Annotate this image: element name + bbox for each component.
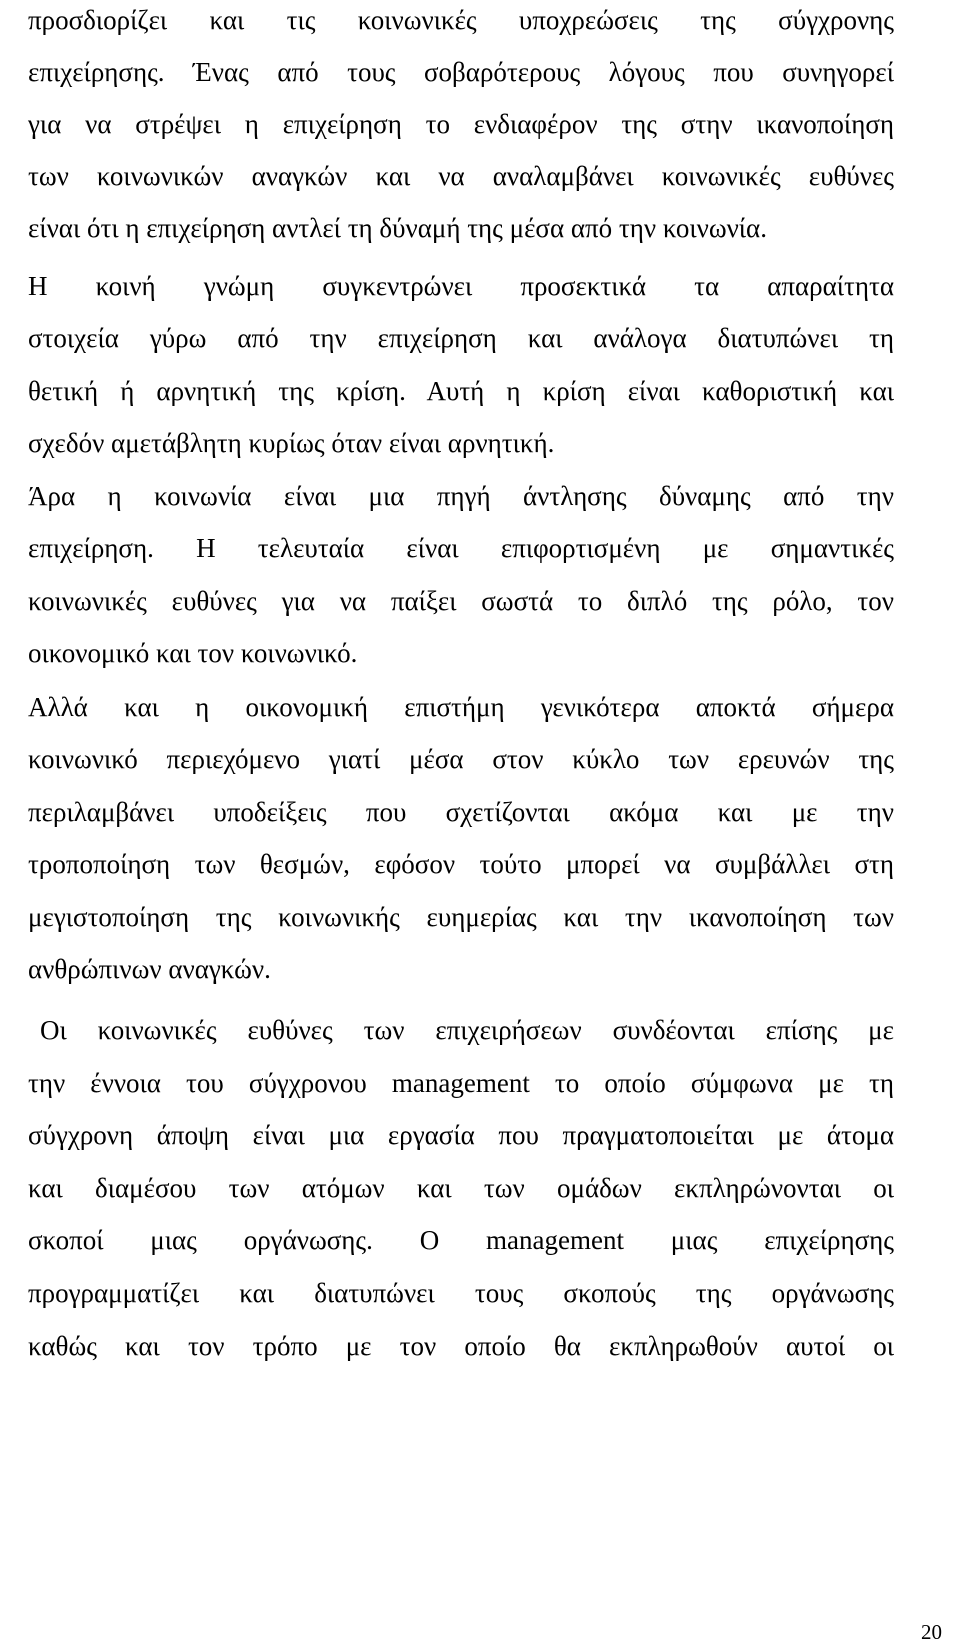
text-line-21: την έννοια του σύγχρονου management το οποίο σύμφωνα με τη	[28, 1068, 894, 1098]
text-line-12: κοινωνικές ευθύνες για να παίξει σωστά το διπλό της ρόλο, τον	[28, 586, 894, 616]
text-line-18: μεγιστοποίηση της κοινωνικής ευημερίας και την ικανοποίηση των	[28, 902, 894, 932]
text-line-17: τροποποίηση των θεσμών, εφόσον τούτο μπορεί να συμβάλλει στη	[28, 849, 894, 879]
text-line-14: Αλλά και η οικονομική επιστήμη γενικότερα αποκτά σήμερα	[28, 692, 894, 722]
text-line-2: επιχείρησης. Ένας από τους σοβαρότερους λόγους που συνηγορεί	[28, 57, 894, 87]
text-line-26: καθώς και τον τρόπο με τον οποίο θα εκπληρωθούν αυτοί οι	[28, 1331, 894, 1361]
text-line-5: είναι ότι η επιχείρηση αντλεί τη δύναμή της μέσα από την κοινωνία.	[28, 213, 767, 243]
text-line-20: Οι κοινωνικές ευθύνες των επιχειρήσεων συνδέονται επίσης με	[40, 1015, 894, 1045]
text-line-25: προγραμματίζει και διατυπώνει τους σκοπούς της οργάνωσης	[28, 1278, 894, 1308]
text-line-13: οικονομικό και τον κοινωνικό.	[28, 638, 358, 668]
text-line-3: για να στρέψει η επιχείρηση το ενδιαφέρον της στην ικανοποίηση	[28, 109, 894, 139]
text-line-11: επιχείρηση. Η τελευταία είναι επιφορτισμένη με σημαντικές	[28, 533, 894, 563]
text-line-10: Άρα η κοινωνία είναι μια πηγή άντλησης δύναμης από την	[28, 481, 894, 511]
text-line-24: σκοποί μιας οργάνωσης. Ο management μιας επιχείρησης	[28, 1225, 894, 1255]
text-line-16: περιλαμβάνει υποδείξεις που σχετίζονται ακόμα και με την	[28, 797, 894, 827]
text-line-22: σύγχρονη άποψη είναι μια εργασία που πραγματοποιείται με άτομα	[28, 1120, 894, 1150]
text-line-23: και διαμέσου των ατόμων και των ομάδων εκπληρώνονται οι	[28, 1173, 894, 1203]
text-line-9: σχεδόν αμετάβλητη κυρίως όταν είναι αρνητική.	[28, 428, 555, 458]
page-number: 20	[921, 1620, 942, 1644]
text-line-7: στοιχεία γύρω από την επιχείρηση και ανάλογα διατυπώνει τη	[28, 323, 894, 353]
text-line-19: ανθρώπινων αναγκών.	[28, 954, 271, 984]
text-line-6: Η κοινή γνώμη συγκεντρώνει προσεκτικά τα απαραίτητα	[28, 271, 894, 301]
text-line-1: προσδιορίζει και τις κοινωνικές υποχρεώσεις της σύγχρονης	[28, 5, 894, 35]
text-line-15: κοινωνικό περιεχόμενο γιατί μέσα στον κύκλο των ερευνών της	[28, 744, 894, 774]
text-line-8: θετική ή αρνητική της κρίση. Αυτή η κρίση είναι καθοριστική και	[28, 376, 894, 406]
text-line-4: των κοινωνικών αναγκών και να αναλαμβάνει κοινωνικές ευθύνες	[28, 161, 894, 191]
